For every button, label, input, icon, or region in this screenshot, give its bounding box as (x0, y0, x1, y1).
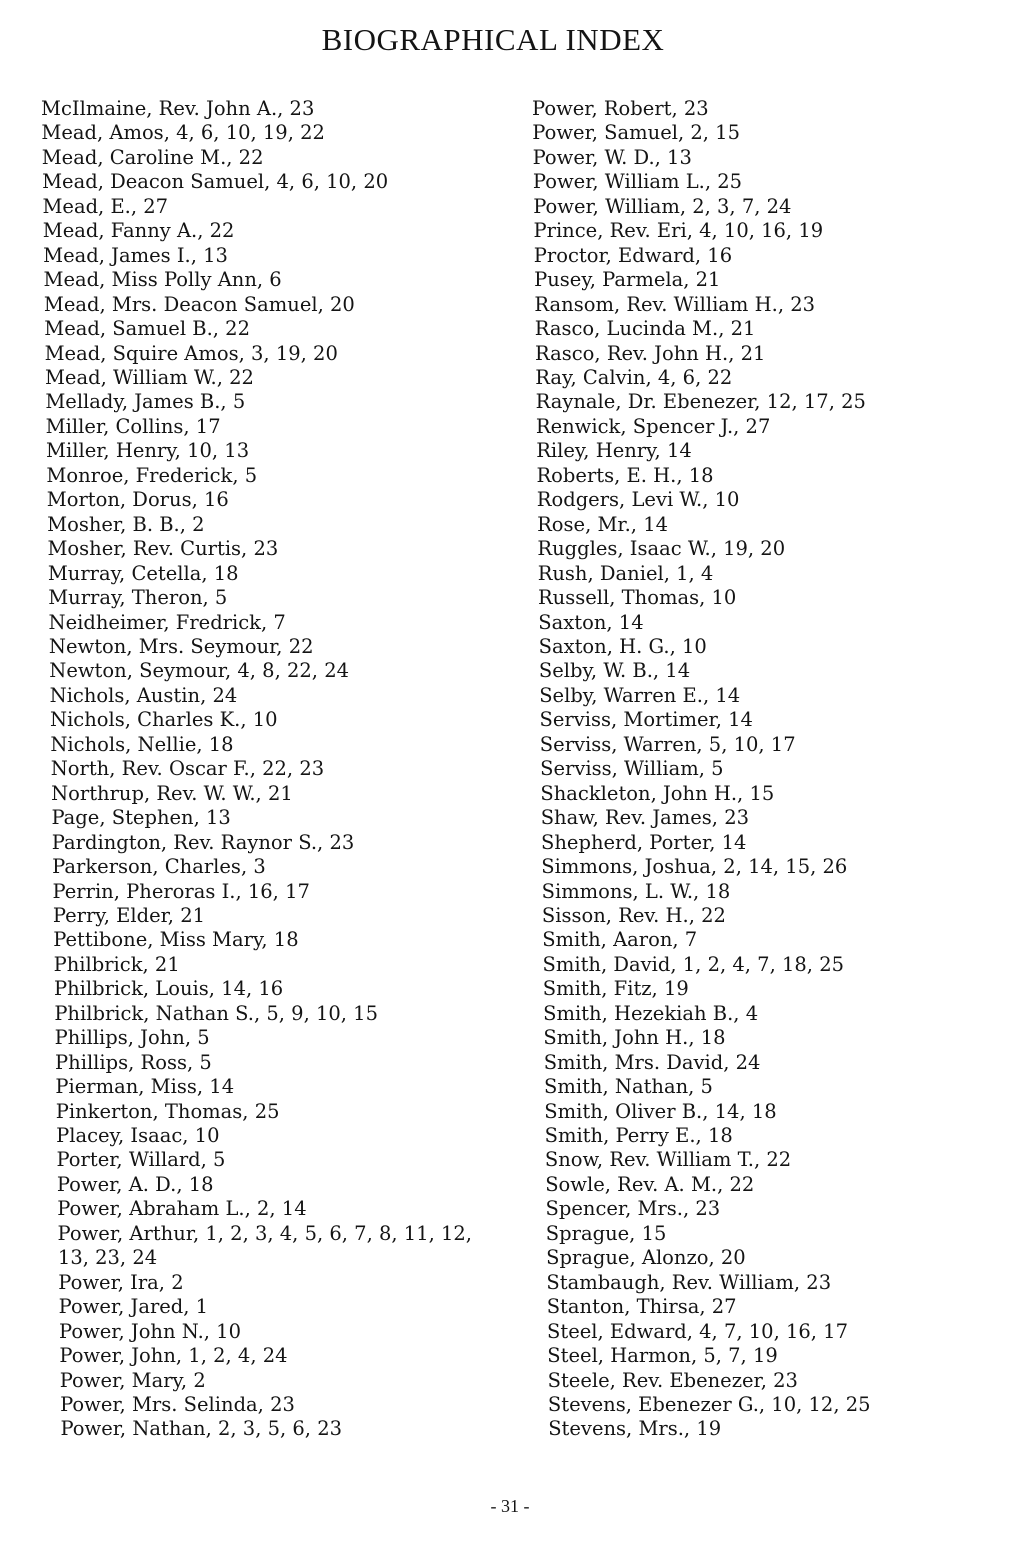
index-entry: Parkerson, Charles, 3 (52, 855, 266, 879)
index-entry: Power, Mary, 2 (59, 1368, 206, 1392)
index-entry: Serviss, Warren, 5, 10, 17 (539, 732, 796, 756)
index-entry: Pinkerton, Thomas, 25 (55, 1099, 280, 1123)
index-entry: Shaw, Rev. James, 23 (540, 806, 750, 830)
index-entry: Rush, Daniel, 1, 4 (537, 561, 714, 585)
index-entry: Mead, Fanny A., 22 (42, 219, 235, 243)
index-entry: Stevens, Ebenezer G., 10, 12, 25 (547, 1393, 871, 1417)
index-entry: Smith, Oliver B., 14, 18 (544, 1099, 777, 1123)
index-entry: Ransom, Rev. William H., 23 (534, 292, 816, 316)
index-entry: Mosher, Rev. Curtis, 23 (47, 537, 279, 561)
index-entry: Power, A. D., 18 (56, 1172, 214, 1196)
index-entry: Power, W. D., 13 (532, 145, 692, 169)
index-column-left (41, 97, 506, 1442)
index-entry: Stevens, Mrs., 19 (548, 1417, 722, 1441)
index-entry: Proctor, Edward, 16 (533, 243, 733, 267)
index-entry: Mead, Samuel B., 22 (44, 317, 250, 341)
index-entry: Power, Abraham L., 2, 14 (57, 1197, 307, 1221)
index-entry: Miller, Henry, 10, 13 (46, 439, 250, 463)
index-entry: Power, Nathan, 2, 3, 5, 6, 23 (60, 1417, 343, 1441)
index-entry: Power, Samuel, 2, 15 (532, 121, 740, 145)
index-entry: Saxton, 14 (538, 610, 644, 634)
index-entry: Pettibone, Miss Mary, 18 (53, 928, 299, 952)
index-entry: Mead, William W., 22 (44, 365, 254, 389)
index-entry: Power, Robert, 23 (532, 97, 709, 120)
index-entry: Steel, Harmon, 5, 7, 19 (547, 1344, 778, 1368)
index-entry: Pierman, Miss, 14 (55, 1075, 235, 1099)
index-entry: North, Rev. Oscar F., 22, 23 (50, 757, 325, 781)
index-entry: Steel, Edward, 4, 7, 10, 16, 17 (547, 1319, 848, 1343)
index-entry: Mead, E., 27 (42, 194, 169, 218)
index-entry: Mead, Caroline M., 22 (41, 145, 264, 169)
index-entry: Rasco, Rev. John H., 21 (535, 341, 766, 365)
index-entry: Pardington, Rev. Raynor S., 23 (51, 830, 355, 854)
index-entry: Phillips, John, 5 (54, 1026, 210, 1050)
index-entry: Shackleton, John H., 15 (540, 781, 775, 805)
index-entry: Phillips, Ross, 5 (55, 1050, 212, 1074)
index-entry: Philbrick, Nathan S., 5, 9, 10, 15 (54, 1001, 378, 1025)
index-entry: Power, John N., 10 (59, 1319, 241, 1343)
index-entry: Simmons, L. W., 18 (541, 879, 731, 903)
index-entry: Smith, David, 1, 2, 4, 7, 18, 25 (542, 952, 845, 976)
index-entry: Selby, W. B., 14 (538, 659, 691, 683)
index-entry: Rasco, Lucinda M., 21 (534, 317, 756, 341)
index-entry: Mead, James I., 13 (43, 243, 228, 267)
index-entry: Smith, Nathan, 5 (544, 1075, 713, 1099)
index-entry: Rose, Mr., 14 (537, 512, 669, 536)
index-entry: Nichols, Nellie, 18 (50, 732, 234, 756)
page-number: - 31 - (490, 1496, 530, 1516)
index-entry: Mosher, B. B., 2 (47, 512, 205, 536)
index-entry: Ruggles, Isaac W., 19, 20 (537, 537, 786, 561)
index-entry: Murray, Theron, 5 (48, 586, 228, 610)
index-entry: Power, Mrs. Selinda, 23 (60, 1393, 295, 1417)
index-entry: Neidheimer, Fredrick, 7 (48, 610, 286, 634)
index-entry: Perrin, Pheroras I., 16, 17 (52, 879, 310, 903)
index-entry: Power, Ira, 2 (58, 1270, 184, 1294)
index-entry: Selby, Warren E., 14 (539, 683, 741, 707)
index-entry: Ray, Calvin, 4, 6, 22 (535, 365, 733, 389)
index-entry: Nichols, Charles K., 10 (50, 708, 278, 732)
index-entry: Power, William, 2, 3, 7, 24 (533, 194, 792, 218)
index-entry: Roberts, E. H., 18 (536, 463, 714, 487)
index-entry: Smith, John H., 18 (543, 1026, 726, 1050)
index-entry: Saxton, H. G., 10 (538, 634, 707, 658)
index-entry: Renwick, Spencer J., 27 (535, 414, 771, 438)
page-title: BIOGRAPHICAL INDEX (321, 22, 665, 57)
index-entry: Raynale, Dr. Ebenezer, 12, 17, 25 (535, 390, 866, 414)
index-entry: Mead, Deacon Samuel, 4, 6, 10, 20 (42, 170, 389, 194)
index-entry: Mellady, James B., 5 (45, 390, 246, 414)
index-entry: Stanton, Thirsa, 27 (546, 1295, 737, 1319)
index-entry: Shepherd, Porter, 14 (541, 830, 747, 854)
index-entry: Placey, Isaac, 10 (56, 1124, 220, 1148)
index-entry: Sprague, 15 (545, 1221, 667, 1245)
index-entry: Nichols, Austin, 24 (49, 683, 238, 707)
index-entry: Page, Stephen, 13 (51, 806, 231, 830)
index-entry: Sisson, Rev. H., 22 (541, 903, 726, 927)
index-entry: Smith, Aaron, 7 (542, 928, 698, 952)
index-entry: Smith, Hezekiah B., 4 (543, 1001, 759, 1025)
index-entry: Snow, Rev. William T., 22 (544, 1148, 792, 1172)
index-entry: Power, Jared, 1 (58, 1295, 209, 1319)
index-entry: Rodgers, Levi W., 10 (536, 488, 740, 512)
index-entry: Stambaugh, Rev. William, 23 (546, 1270, 832, 1294)
index-entry: Morton, Dorus, 16 (46, 488, 229, 512)
index-column-right (532, 97, 1002, 1442)
index-entry: Sprague, Alonzo, 20 (546, 1246, 746, 1270)
index-entry: Newton, Seymour, 4, 8, 22, 24 (49, 659, 350, 683)
index-entry: Steele, Rev. Ebenezer, 23 (547, 1368, 798, 1392)
index-entry: Serviss, William, 5 (540, 757, 724, 781)
index-entry: Smith, Mrs. David, 24 (543, 1050, 761, 1074)
index-entry: Philbrick, 21 (53, 952, 180, 976)
index-entry: Russell, Thomas, 10 (538, 586, 737, 610)
index-entry: Power, John, 1, 2, 4, 24 (59, 1344, 288, 1368)
index-entry: Mead, Mrs. Deacon Samuel, 20 (43, 292, 355, 316)
index-entry: Monroe, Frederick, 5 (46, 463, 258, 487)
index-entry: Smith, Fitz, 19 (542, 977, 689, 1001)
index-entry: Newton, Mrs. Seymour, 22 (48, 634, 314, 658)
index-entry: Riley, Henry, 14 (536, 439, 692, 463)
index-entry: Power, William L., 25 (532, 170, 743, 194)
index-entry: Smith, Perry E., 18 (544, 1124, 733, 1148)
index-entry: Power, Arthur, 1, 2, 3, 4, 5, 6, 7, 8, 11, 12, (57, 1221, 473, 1245)
index-entry: Perry, Elder, 21 (52, 903, 206, 927)
index-entry: Northrup, Rev. W. W., 21 (51, 781, 293, 805)
index-entry: Murray, Cetella, 18 (47, 561, 239, 585)
index-entry: McIlmaine, Rev. John A., 23 (41, 97, 315, 120)
index-entry: Spencer, Mrs., 23 (545, 1197, 721, 1221)
index-entry: Mead, Amos, 4, 6, 10, 19, 22 (41, 121, 325, 145)
index-entry: Simmons, Joshua, 2, 14, 15, 26 (541, 855, 848, 879)
index-entry: Sowle, Rev. A. M., 22 (545, 1172, 755, 1196)
index-entry: 13, 23, 24 (57, 1246, 158, 1270)
index-entry: Prince, Rev. Eri, 4, 10, 16, 19 (533, 219, 824, 243)
index-entry: Miller, Collins, 17 (45, 414, 221, 438)
index-entry: Pusey, Parmela, 21 (534, 268, 721, 292)
index-entry: Mead, Miss Polly Ann, 6 (43, 268, 282, 292)
index-entry: Serviss, Mortimer, 14 (539, 708, 753, 732)
index-entry: Mead, Squire Amos, 3, 19, 20 (44, 341, 338, 365)
index-entry: Philbrick, Louis, 14, 16 (53, 977, 284, 1001)
index-entry: Porter, Willard, 5 (56, 1148, 226, 1172)
